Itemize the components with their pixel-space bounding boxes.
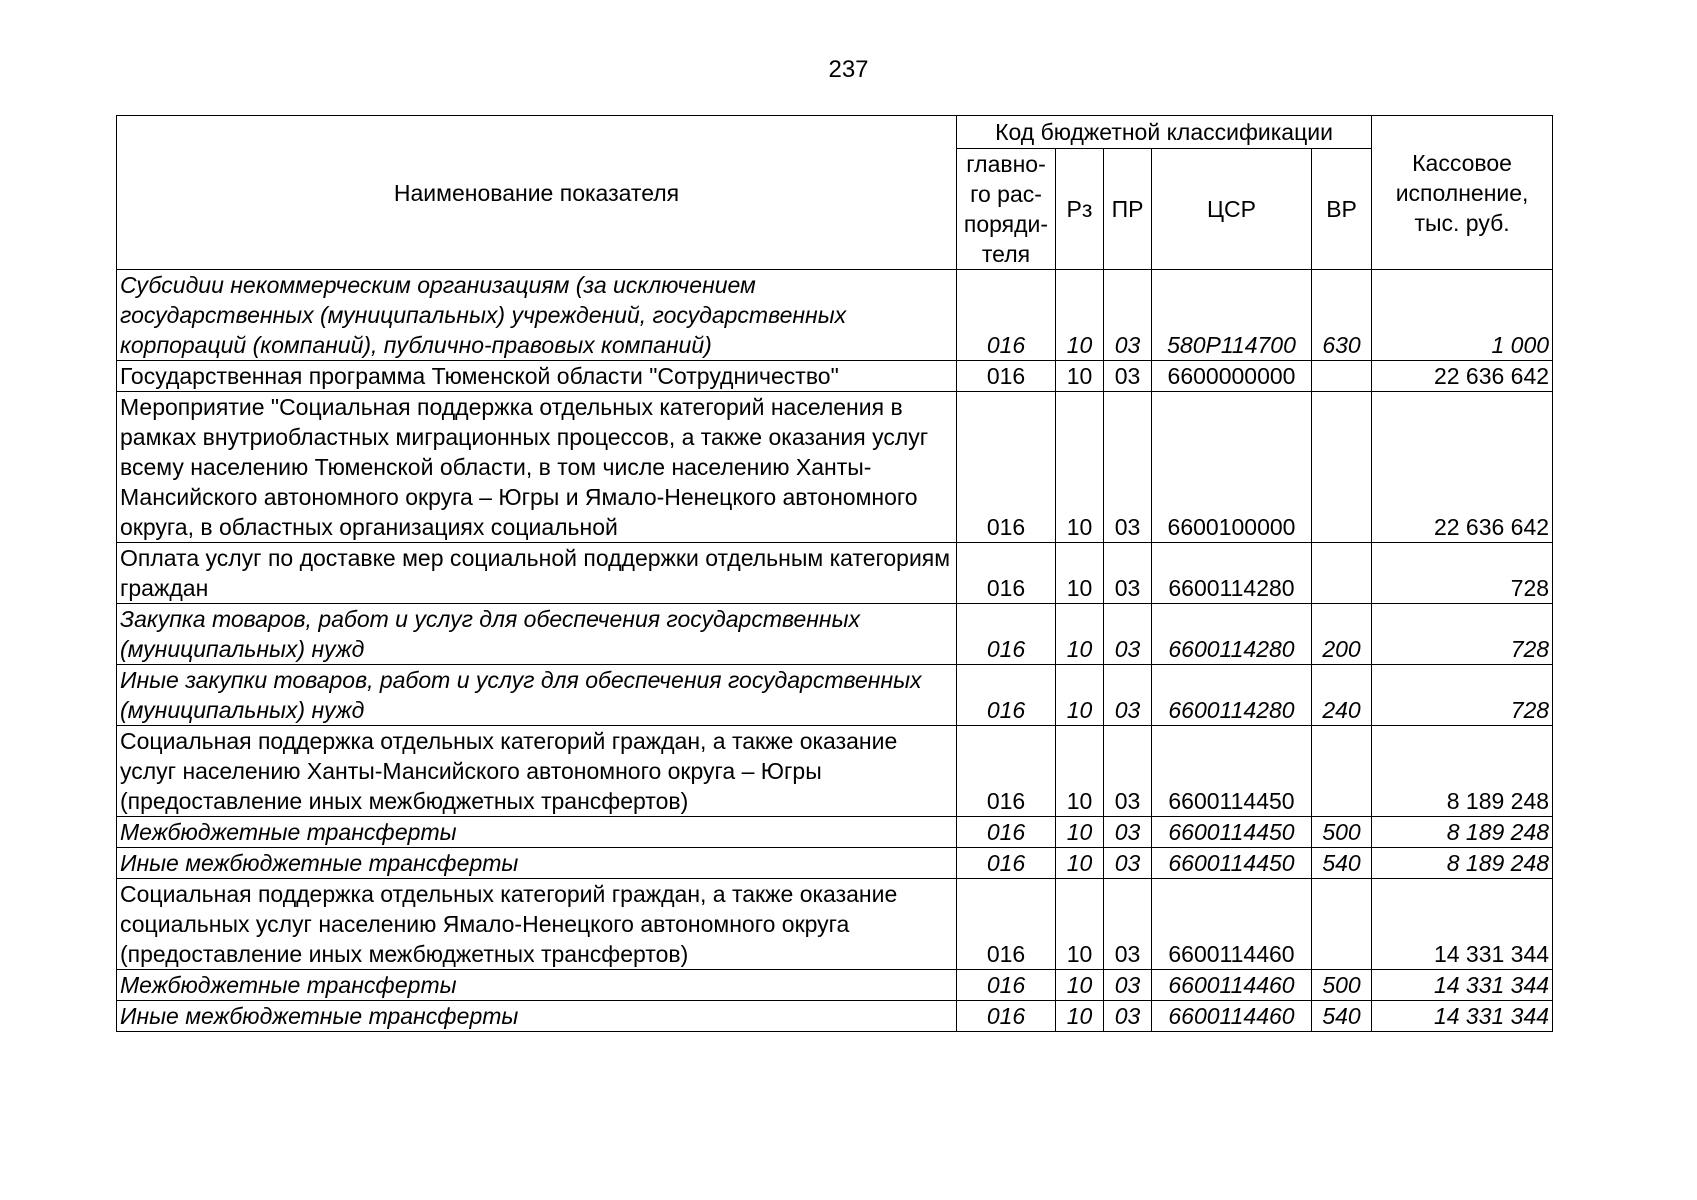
- cell-csr: 6600000000: [1152, 361, 1312, 392]
- cell-glav: 016: [957, 726, 1056, 817]
- header-amount-line: Кассовое: [1412, 149, 1512, 176]
- cell-rz: 10: [1056, 361, 1104, 392]
- cell-pr: 03: [1104, 665, 1152, 726]
- table-row: [117, 665, 1553, 726]
- cell-name: Иные межбюджетные трансферты: [117, 848, 957, 879]
- cell-name: Иные закупки товаров, работ и услуг для обеспечения государственных (муниципальных) нужд: [117, 665, 957, 726]
- table-row: [117, 970, 1553, 1001]
- cell-amount: 22 636 642: [1372, 392, 1553, 543]
- header-glav-line: го рас-: [970, 181, 1042, 207]
- cell-csr: 6600100000: [1152, 392, 1312, 543]
- cell-csr: 6600114280: [1152, 665, 1312, 726]
- cell-vr: [1312, 879, 1372, 970]
- cell-name: Социальная поддержка отдельных категорий граждан, а также оказание услуг населению Ханты-Мансийского автономного округа – Югры (предоставление иных межбюджетных трансфертов): [117, 726, 957, 817]
- table-row: [117, 361, 1553, 392]
- header-glav-line: теля: [981, 241, 1031, 267]
- cell-amount: 8 189 248: [1372, 817, 1553, 848]
- header-vr: ВР: [1312, 149, 1372, 270]
- header-glav-line: поряди-: [963, 211, 1049, 237]
- cell-csr: 6600114460: [1152, 970, 1312, 1001]
- cell-rz: 10: [1056, 543, 1104, 604]
- cell-amount: 8 189 248: [1372, 848, 1553, 879]
- cell-amount: 22 636 642: [1372, 361, 1553, 392]
- cell-pr: 03: [1104, 817, 1152, 848]
- cell-amount: 728: [1372, 604, 1553, 665]
- cell-rz: 10: [1056, 879, 1104, 970]
- cell-vr: 540: [1312, 1001, 1372, 1032]
- cell-vr: 500: [1312, 817, 1372, 848]
- cell-rz: 10: [1056, 604, 1104, 665]
- cell-pr: 03: [1104, 879, 1152, 970]
- cell-name: Межбюджетные трансферты: [117, 970, 957, 1001]
- cell-vr: 200: [1312, 604, 1372, 665]
- header-name: Наименование показателя: [117, 116, 957, 270]
- table-row: [117, 848, 1553, 879]
- cell-pr: 03: [1104, 604, 1152, 665]
- cell-name: Субсидии некоммерческим организациям (за исключением государственных (муниципальных) учреждений, государственных корпораций (компаний), публично-правовых компаний): [117, 270, 957, 361]
- table-body: [117, 270, 1553, 1032]
- table-row: [117, 817, 1553, 848]
- page-number: 237: [828, 56, 869, 83]
- cell-amount: 14 331 344: [1372, 970, 1553, 1001]
- cell-csr: 6600114460: [1152, 879, 1312, 970]
- cell-rz: 10: [1056, 392, 1104, 543]
- cell-csr: 580P114700: [1152, 270, 1312, 361]
- cell-vr: 240: [1312, 665, 1372, 726]
- cell-glav: 016: [957, 392, 1056, 543]
- cell-name: Социальная поддержка отдельных категорий граждан, а также оказание социальных услуг населению Ямало-Ненецкого автономного округа (предоставление иных межбюджетных трансфертов): [117, 879, 957, 970]
- cell-pr: 03: [1104, 726, 1152, 817]
- cell-name: Межбюджетные трансферты: [117, 817, 957, 848]
- cell-pr: 03: [1104, 392, 1152, 543]
- header-rz: Рз: [1056, 149, 1104, 270]
- cell-glav: 016: [957, 817, 1056, 848]
- cell-vr: [1312, 392, 1372, 543]
- cell-amount: 14 331 344: [1372, 879, 1553, 970]
- cell-glav: 016: [957, 604, 1056, 665]
- cell-rz: 10: [1056, 1001, 1104, 1032]
- cell-vr: [1312, 543, 1372, 604]
- cell-glav: 016: [957, 848, 1056, 879]
- cell-pr: 03: [1104, 543, 1152, 604]
- cell-amount: 14 331 344: [1372, 1001, 1553, 1032]
- cell-rz: 10: [1056, 665, 1104, 726]
- cell-vr: [1312, 726, 1372, 817]
- cell-glav: 016: [957, 879, 1056, 970]
- budget-table: [116, 115, 1553, 1032]
- cell-vr: 540: [1312, 848, 1372, 879]
- cell-vr: 500: [1312, 970, 1372, 1001]
- cell-vr: 630: [1312, 270, 1372, 361]
- cell-pr: 03: [1104, 970, 1152, 1001]
- cell-rz: 10: [1056, 270, 1104, 361]
- cell-pr: 03: [1104, 361, 1152, 392]
- header-csr: ЦСР: [1152, 149, 1312, 270]
- cell-name: Иные межбюджетные трансферты: [117, 1001, 957, 1032]
- cell-name: Оплата услуг по доставке мер социальной поддержки отдельным категориям граждан: [117, 543, 957, 604]
- table-row: [117, 270, 1553, 361]
- cell-csr: 6600114280: [1152, 543, 1312, 604]
- header-pr: ПР: [1104, 149, 1152, 270]
- cell-csr: 6600114450: [1152, 726, 1312, 817]
- cell-rz: 10: [1056, 817, 1104, 848]
- cell-rz: 10: [1056, 848, 1104, 879]
- table-row: [117, 392, 1553, 543]
- cell-glav: 016: [957, 543, 1056, 604]
- header-glav-line: главно-: [966, 151, 1046, 177]
- cell-rz: 10: [1056, 970, 1104, 1001]
- cell-pr: 03: [1104, 848, 1152, 879]
- cell-glav: 016: [957, 970, 1056, 1001]
- cell-pr: 03: [1104, 1001, 1152, 1032]
- cell-csr: 6600114450: [1152, 848, 1312, 879]
- header-glav: [957, 149, 1056, 270]
- cell-glav: 016: [957, 1001, 1056, 1032]
- header-amount-line: тыс. руб.: [1414, 209, 1510, 236]
- table-row: [117, 1001, 1553, 1032]
- cell-csr: 6600114460: [1152, 1001, 1312, 1032]
- cell-name: Государственная программа Тюменской области "Сотрудничество": [117, 361, 957, 392]
- header-amount-line: исполнение,: [1395, 179, 1529, 206]
- table-header: [117, 116, 1553, 270]
- cell-vr: [1312, 361, 1372, 392]
- cell-csr: 6600114450: [1152, 817, 1312, 848]
- cell-rz: 10: [1056, 726, 1104, 817]
- cell-glav: 016: [957, 361, 1056, 392]
- cell-amount: 728: [1372, 543, 1553, 604]
- table-row: [117, 543, 1553, 604]
- cell-name: Мероприятие "Социальная поддержка отдельных категорий населения в рамках внутриобластных миграционных процессов, а также оказания услуг всему населению Тюменской области, в том числе населению Ханты-Мансийского автономного округа – Югры и Ямало-Ненецкого автономного округа, в областных организациях социальной: [117, 392, 957, 543]
- cell-amount: 8 189 248: [1372, 726, 1553, 817]
- cell-name: Закупка товаров, работ и услуг для обеспечения государственных (муниципальных) нужд: [117, 604, 957, 665]
- table-row: [117, 726, 1553, 817]
- header-code-group: Код бюджетной классификации: [957, 116, 1372, 149]
- cell-csr: 6600114280: [1152, 604, 1312, 665]
- table-row: [117, 879, 1553, 970]
- header-amount: [1372, 116, 1553, 270]
- table-row: [117, 604, 1553, 665]
- cell-amount: 1 000: [1372, 270, 1553, 361]
- cell-amount: 728: [1372, 665, 1553, 726]
- cell-glav: 016: [957, 665, 1056, 726]
- cell-glav: 016: [957, 270, 1056, 361]
- cell-pr: 03: [1104, 270, 1152, 361]
